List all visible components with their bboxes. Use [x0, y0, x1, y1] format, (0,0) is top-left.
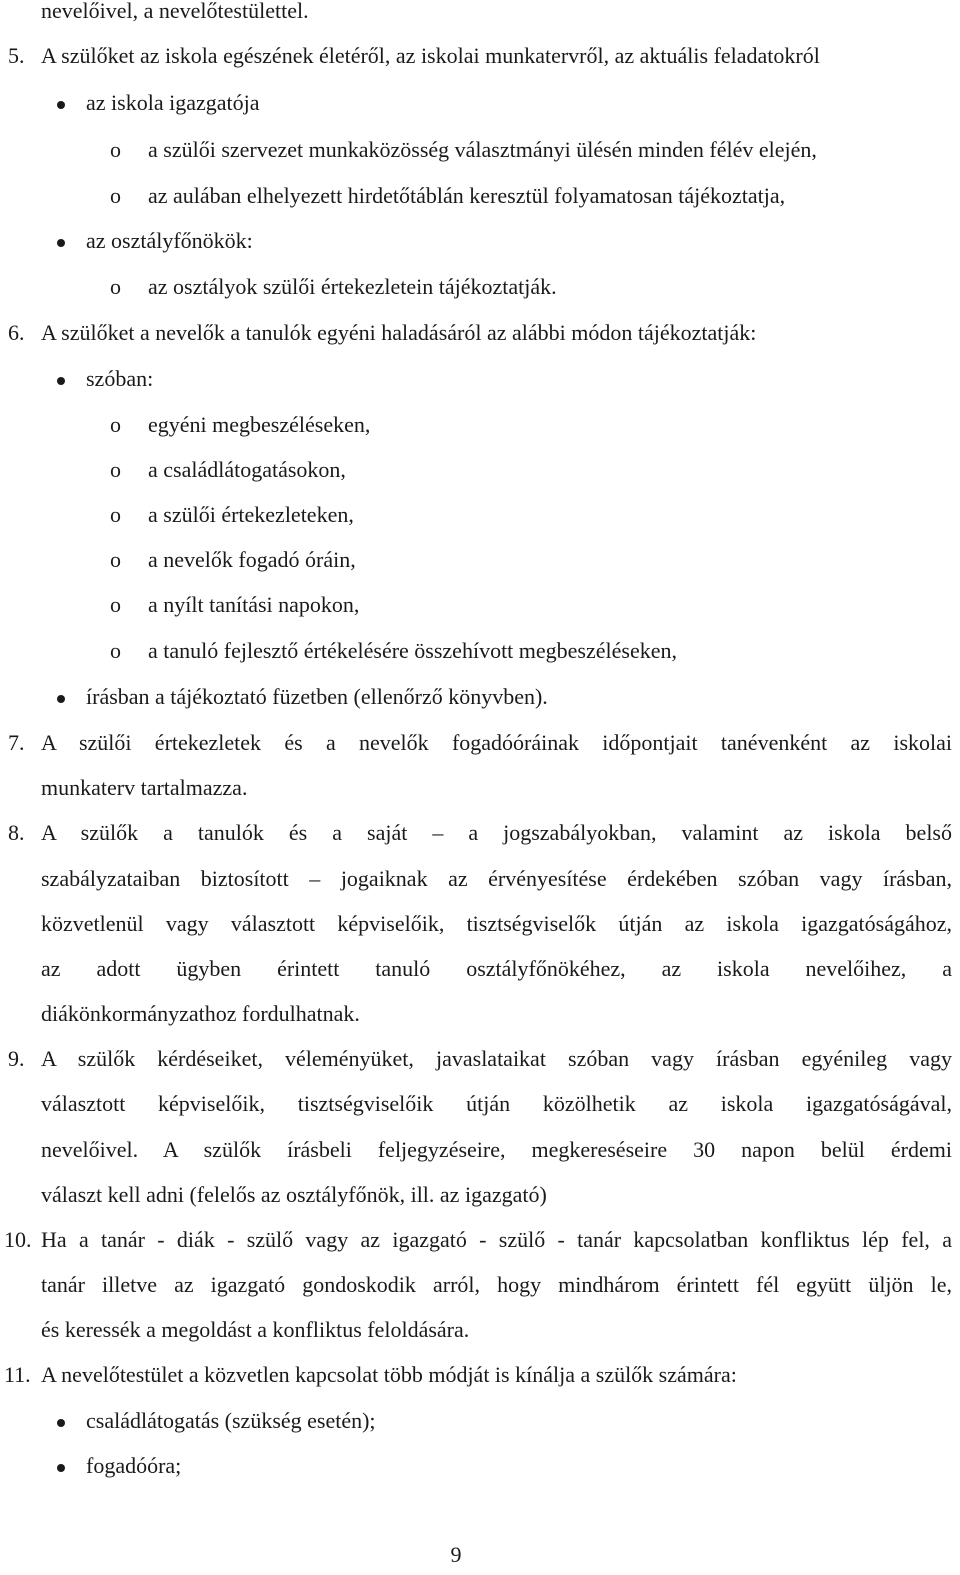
- sub-item: a tanuló fejlesztő értékelésére összehívott megbeszéléseken,: [148, 638, 677, 663]
- bullet-item: az osztályfőnökök:: [86, 228, 253, 253]
- sub-item: egyéni megbeszéléseken,: [148, 412, 371, 437]
- paragraph-line: közvetlenül vagy választott képviselőik, tisztségviselők útján az iskola igazgatóságához,: [41, 911, 952, 936]
- paragraph-line: diákönkormányzathoz fordulhatnak.: [41, 1001, 360, 1026]
- bullet-item: fogadóóra;: [86, 1453, 182, 1478]
- item-number-10: 10.: [4, 1227, 32, 1252]
- text-line: nevelőivel, a nevelőtestülettel.: [41, 0, 309, 23]
- sub-bullet-icon: o: [110, 547, 121, 572]
- item-11-text: A nevelőtestület a közvetlen kapcsolat több módját is kínálja a szülők számára:: [41, 1362, 737, 1387]
- sub-item: a szülői szervezet munkaközösség választmányi ülésén minden félév elején,: [148, 137, 817, 162]
- paragraph-line: munkaterv tartalmazza.: [41, 775, 248, 800]
- sub-bullet-icon: o: [110, 638, 121, 663]
- bullet-item: családlátogatás (szükség esetén);: [86, 1408, 376, 1433]
- item-5-text: A szülőket az iskola egészének életéről, az iskolai munkatervről, az aktuális feladatokról: [41, 43, 820, 68]
- bullet-icon: [57, 239, 65, 247]
- item-number-9: 9.: [8, 1046, 25, 1071]
- bullet-icon: [57, 1464, 65, 1472]
- sub-item: a nevelők fogadó óráin,: [148, 547, 356, 572]
- item-6-text: A szülőket a nevelők a tanulók egyéni haladásáról az alábbi módon tájékoztatják:: [41, 320, 757, 345]
- bullet-item: szóban:: [86, 366, 154, 391]
- paragraph-line: A szülők kérdéseiket, véleményüket, javaslataikat szóban vagy írásban egyénileg vagy: [41, 1046, 952, 1071]
- sub-bullet-icon: o: [110, 412, 121, 437]
- bullet-icon: [57, 695, 65, 703]
- paragraph-line: A szülői értekezletek és a nevelők fogadóóráinak időpontjait tanévenként az iskolai: [41, 730, 952, 755]
- sub-bullet-icon: o: [110, 457, 121, 482]
- page-number: 9: [450, 1542, 462, 1567]
- bullet-item: az iskola igazgatója: [86, 90, 260, 115]
- item-number-7: 7.: [8, 730, 25, 755]
- paragraph-line: Ha a tanár - diák - szülő vagy az igazgató - szülő - tanár kapcsolatban konfliktus lép fel, a: [41, 1227, 952, 1252]
- bullet-icon: [57, 101, 65, 109]
- paragraph-line: A szülők a tanulók és a saját – a jogszabályokban, valamint az iskola belső: [41, 820, 952, 845]
- item-number-6: 6.: [8, 320, 25, 345]
- sub-bullet-icon: o: [110, 183, 121, 208]
- sub-item: az aulában elhelyezett hirdetőtáblán keresztül folyamatosan tájékoztatja,: [148, 183, 786, 208]
- item-number-11: 11.: [4, 1362, 31, 1387]
- paragraph-line: választott képviselőik, tisztségviselőik útján közölhetik az iskola igazgatóságával,: [41, 1091, 952, 1116]
- item-number-8: 8.: [8, 820, 25, 845]
- sub-bullet-icon: o: [110, 137, 121, 162]
- paragraph-line: az adott ügyben érintett tanuló osztályfőnökéhez, az iskola nevelőihez, a: [41, 956, 952, 981]
- paragraph-line: tanár illetve az igazgató gondoskodik arról, hogy mindhárom érintett fél együtt üljön le,: [41, 1272, 952, 1297]
- sub-item: az osztályok szülői értekezletein tájékoztatják.: [148, 274, 557, 299]
- paragraph-line: és keressék a megoldást a konfliktus feloldására.: [41, 1317, 470, 1342]
- sub-bullet-icon: o: [110, 274, 121, 299]
- bullet-item: írásban a tájékoztató füzetben (ellenőrző könyvben).: [86, 684, 548, 709]
- sub-item: a családlátogatásokon,: [148, 457, 346, 482]
- paragraph-line: szabályzataiban biztosított – jogaiknak az érvényesítése érdekében szóban vagy írásban,: [41, 866, 952, 891]
- paragraph-line: választ kell adni (felelős az osztályfőnök, ill. az igazgató): [41, 1182, 547, 1207]
- sub-bullet-icon: o: [110, 502, 121, 527]
- bullet-icon: [57, 1419, 65, 1427]
- sub-bullet-icon: o: [110, 592, 121, 617]
- bullet-icon: [57, 377, 65, 385]
- sub-item: a szülői értekezleteken,: [148, 502, 354, 527]
- paragraph-line: nevelőivel. A szülők írásbeli feljegyzéseire, megkereséseire 30 napon belül érdemi: [41, 1137, 952, 1162]
- item-number-5: 5.: [8, 43, 25, 68]
- sub-item: a nyílt tanítási napokon,: [148, 592, 360, 617]
